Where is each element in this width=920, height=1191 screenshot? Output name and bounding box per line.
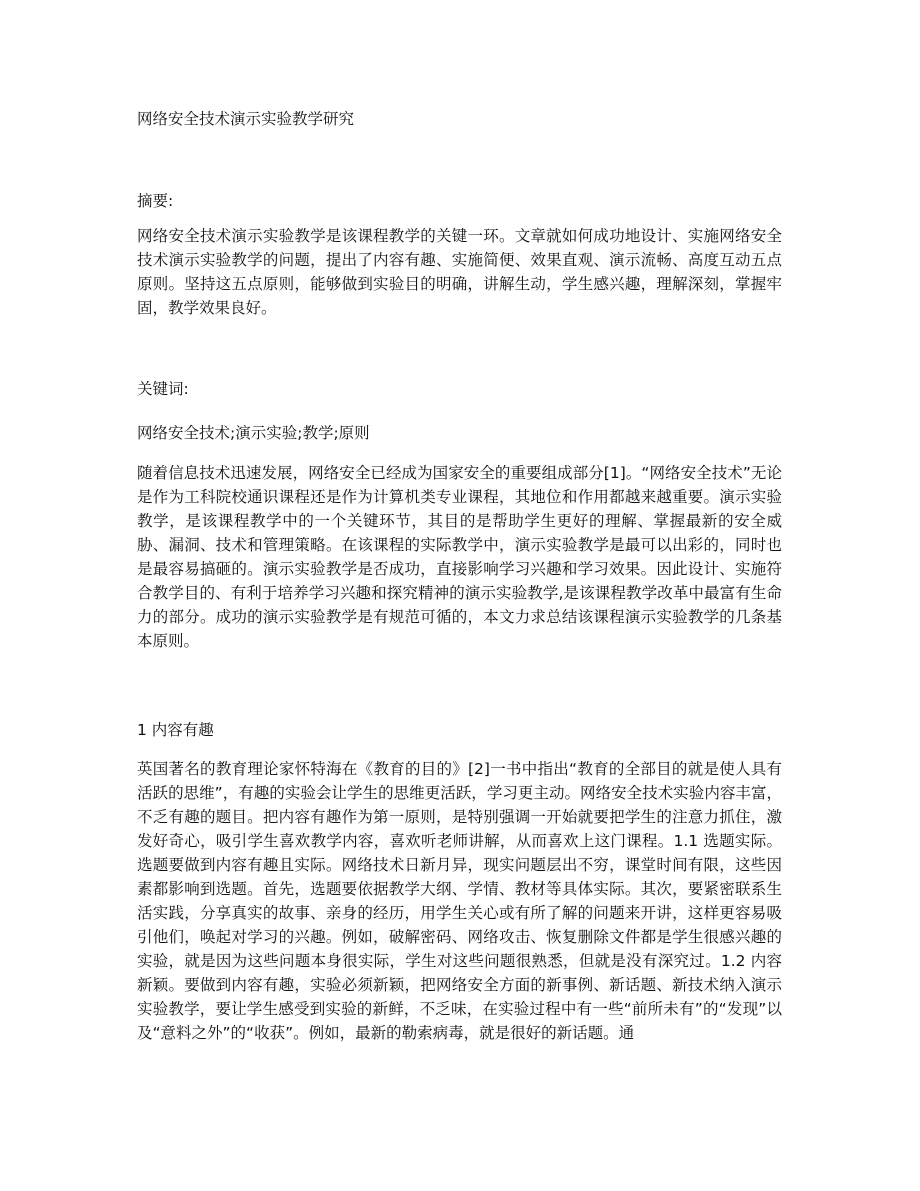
abstract-paragraph: 网络安全技术演示实验教学是该课程教学的关键一环。文章就如何成功地设计、实施网络安全技术演示实验教学的问题，提出了内容有趣、实施简便、效果直观、演示流畅、高度互动五点原则。坚持这五点原则，能够做到实验目的明确，讲解生动，学生感兴趣，理解深刻，掌握牢固，教学效果良好。 [137,227,782,317]
abstract-label: 摘要: [137,192,174,210]
keywords-paragraph: 网络安全技术;演示实验;教学;原则 [137,424,370,442]
document-title: 网络安全技术演示实验教学研究 [137,110,355,128]
keywords-label: 关键词: [137,380,189,398]
section-heading: 1 内容有趣 [137,721,214,739]
section-paragraph: 英国著名的教育理论家怀特海在《教育的目的》[2]一书中指出“教育的全部目的就是使人具有活跃的思维”，有趣的实验会让学生的思维更活跃，学习更主动。网络安全技术实验内容丰富，不乏有趣的题目。把内容有趣作为第一原则，是特别强调一开始就要把学生的注意力抓住，激发好奇心，吸引学生喜欢教学内容，喜欢听老师讲解，从而喜欢上这门课程。1.1 选题实际。选题要做到内容有趣且实际。网络技术日新月异，现实问题层出不穷，课堂时间有限，这些因素都影响到选题。首先，选题要依据教学大纲、学情、教材等具体实际。其次，要紧密联系生活实践，分享真实的故事、亲身的经历，用学生关心或有所了解的问题来开讲，这样更容易吸引他们，唤起对学习的兴趣。例如，破解密码、网络攻击、恢复删除文件都是学生很感兴趣的实验，就是因为这些问题本身很实际，学生对这些问题很熟悉，但就是没有深究过。1.2 内容新颖。要做到内容有趣，实验必须新颖，把网络安全方面的新事例、新话题、新技术纳入演示实验教学，要让学生感受到实验的新鲜，不乏味，在实验过程中有一些“前所未有”的“发现”以及“意料之外”的“收获”。例如，最新的勒索病毒，就是很好的新话题。通 [137,760,782,1042]
intro-paragraph: 随着信息技术迅速发展，网络安全已经成为国家安全的重要组成部分[1]。“网络安全技术”无论是作为工科院校通识课程还是作为计算机类专业课程，其地位和作用都越来越重要。演示实验教学，是该课程教学中的一个关键环节，其目的是帮助学生更好的理解、掌握最新的安全威胁、漏洞、技术和管理策略。在该课程的实际教学中，演示实验教学是最可以出彩的，同时也是最容易搞砸的。演示实验教学是否成功，直接影响学习兴趣和学习效果。因此设计、实施符合教学目的、有利于培养学习兴趣和探究精神的演示实验教学,是该课程教学改革中最富有生命力的部分。成功的演示实验教学是有规范可循的，本文力求总结该课程演示实验教学的几条基本原则。 [137,464,782,650]
